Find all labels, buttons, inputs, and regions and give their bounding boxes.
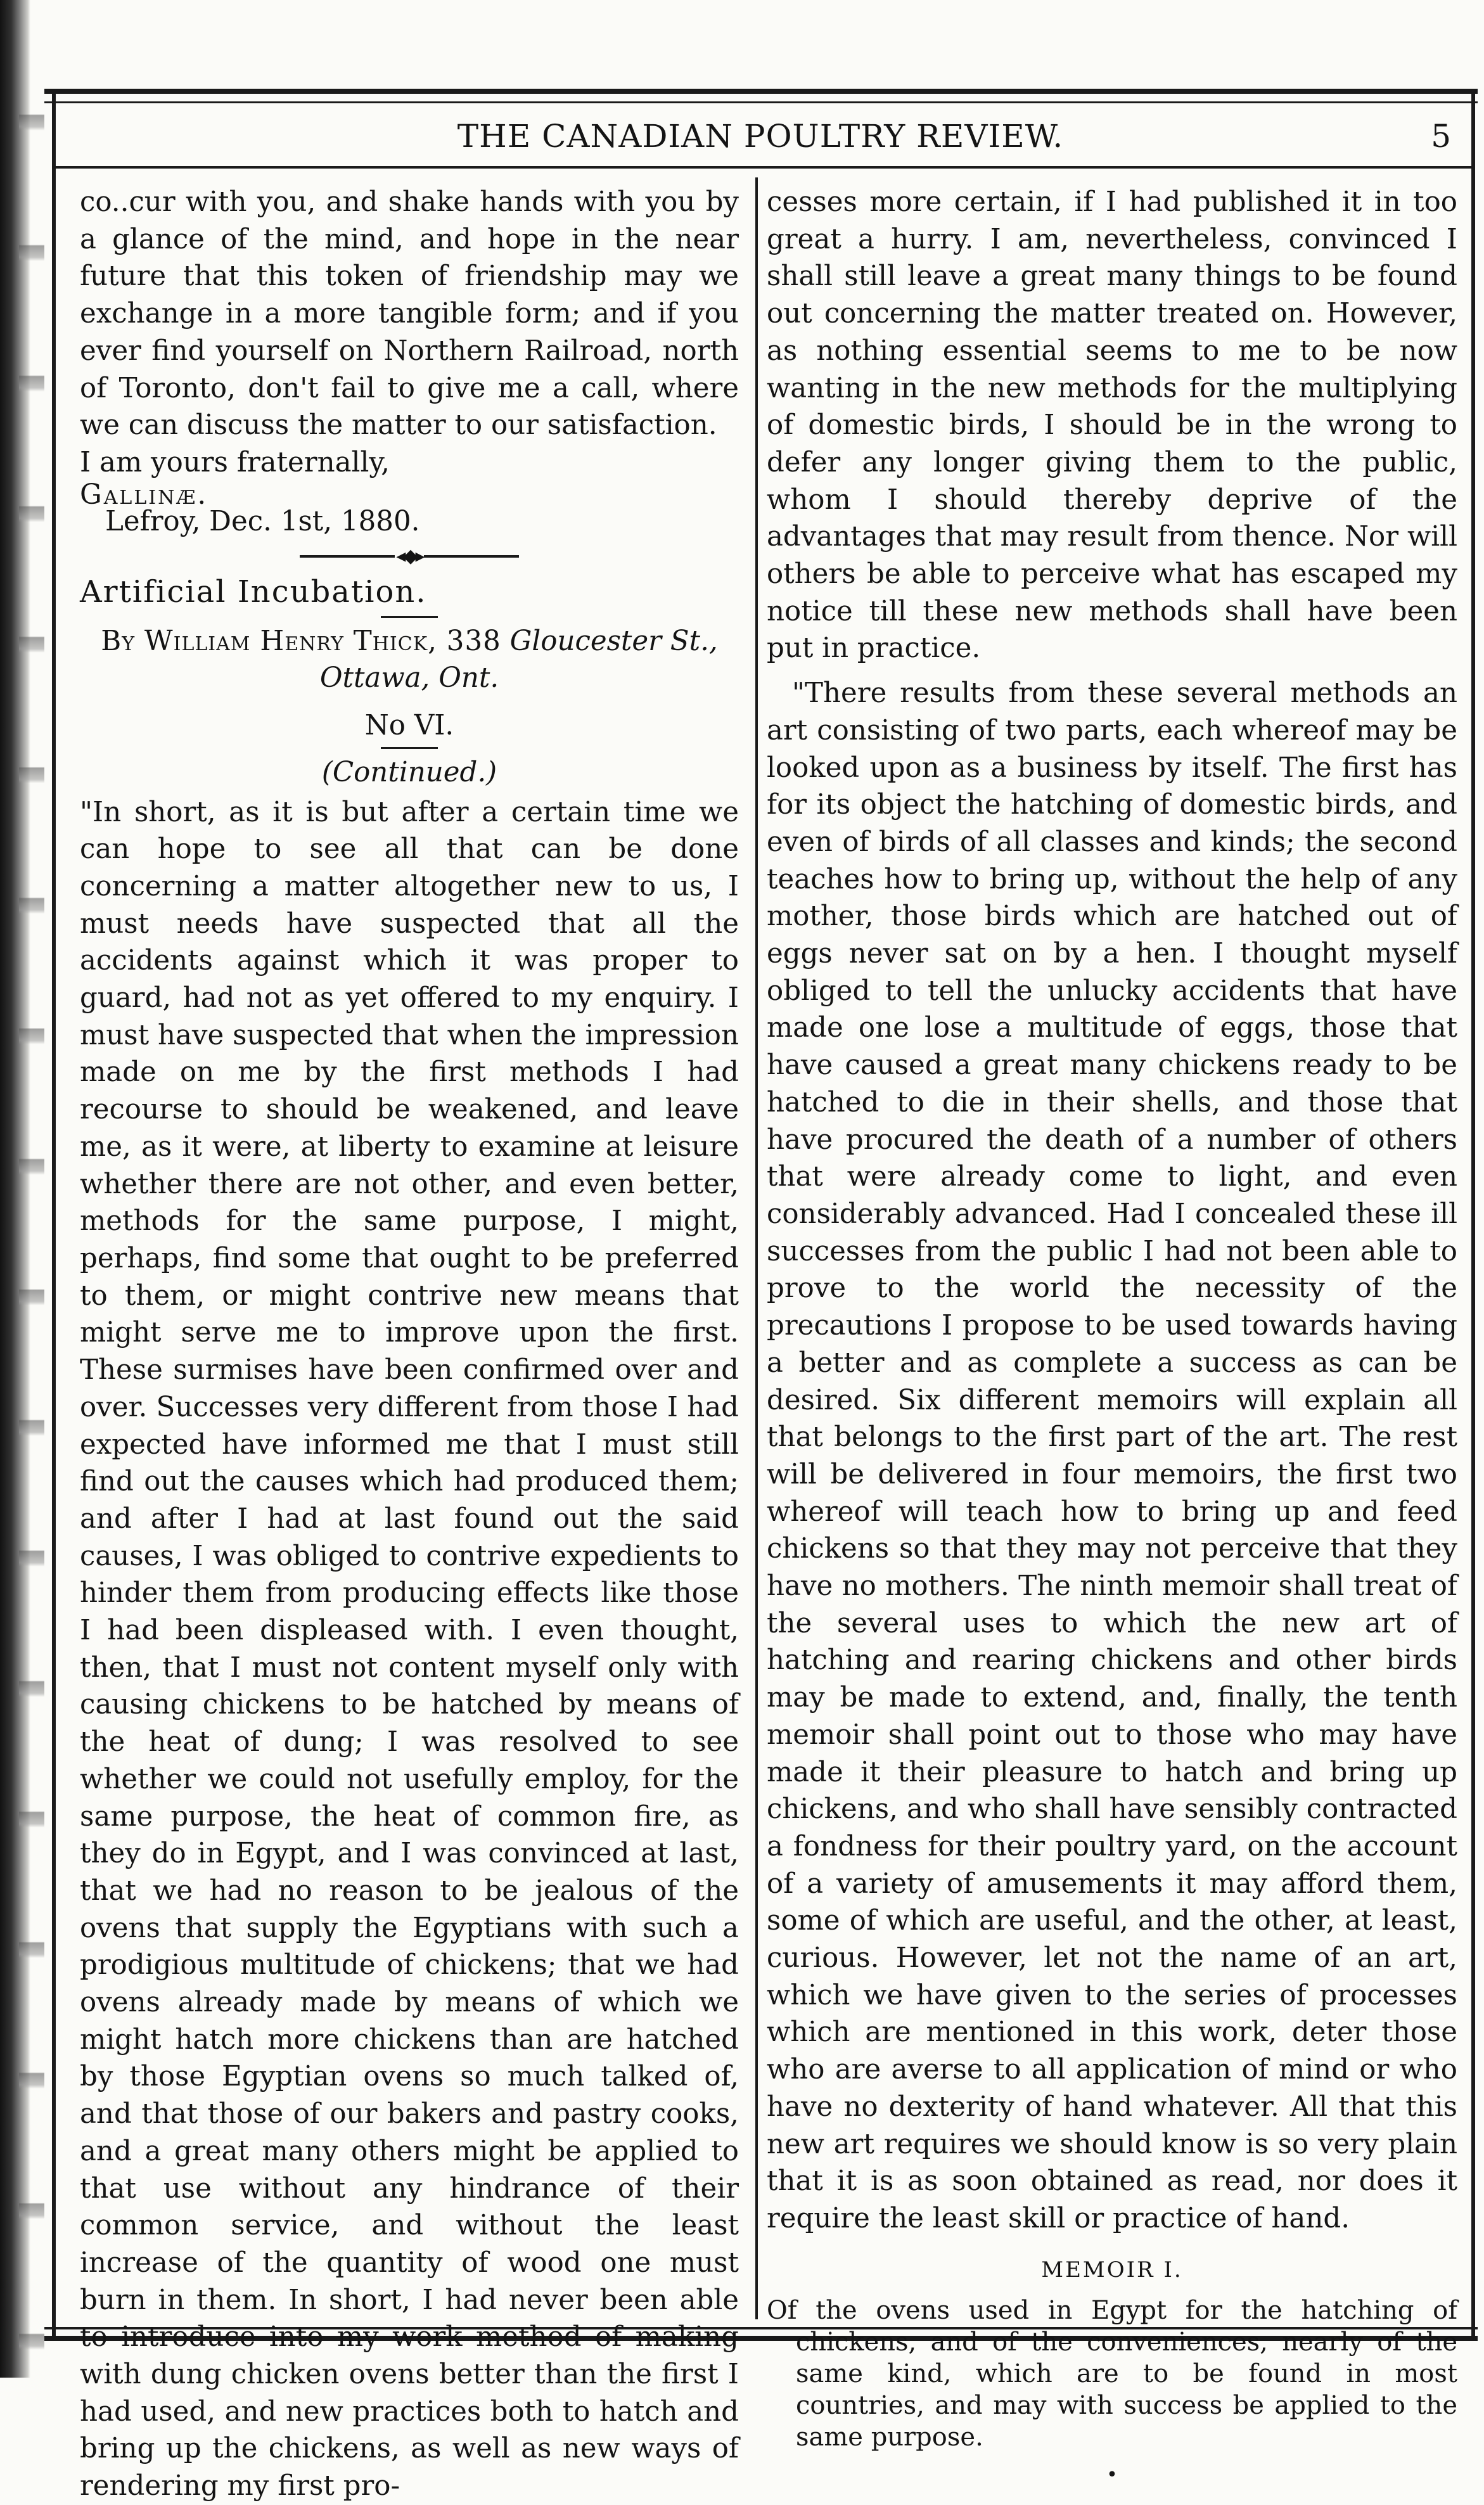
continued-note: (Continued.): [321, 756, 497, 788]
running-head: THE CANADIAN POULTRY REVIEW.: [457, 118, 1064, 155]
top-rule-thin: [44, 101, 1478, 103]
title-rule: [381, 616, 438, 618]
left-border-rule: [52, 89, 56, 2341]
letter-paragraph: co..cur with you, and shake hands with you by a glance of the mind, and hope in the near future that this token of friendship may we exchange in a more tangible form; and if you ever find yourself on Northern Railroad, north of Toronto, don't fail to give me a call, where we can discuss the matter to our satisfaction.: [80, 186, 739, 442]
article-byline: [80, 623, 739, 697]
memoir-subtitle: Of the ovens used in Egypt for the hatching of chickens, and of the conveniences, nearly of the same kind, which are to be found in most countries, and may with success be applied to the same purpose.: [767, 2296, 1457, 2452]
memoir-heading: MEMOIR I.: [1041, 2257, 1183, 2283]
right-column: [767, 184, 1457, 2494]
article-number: No VI.: [364, 710, 454, 742]
divider-line-right: [424, 555, 519, 558]
byline-author: By William Henry Thick, 338: [101, 625, 501, 657]
binding-shadow: [19, 0, 44, 2378]
number-rule: [381, 747, 438, 749]
column-divider: [755, 177, 758, 2319]
left-column: [80, 184, 739, 2505]
continued-paragraph: cesses more certain, if I had published it in too great a hurry. I am, nevertheless, convinced I shall still leave a great many things to be found out concerning the matter treated on. However, as nothing essential seems to me to be now wanting in the new methods for the multiplying of domestic birds, I should be in the wrong to defer any longer giving them to the public, whom I should thereby deprive of the advantages that may result from thence. Nor will others be able to perceive what has escaped my notice till these new methods shall have been put in practice.: [767, 186, 1457, 665]
end-mark: •: [1106, 2464, 1118, 2487]
article-title: Artificial Incubation.: [80, 574, 427, 610]
right-border-rule: [1471, 89, 1475, 2341]
header-rule: [56, 166, 1471, 169]
article-paragraph-2: "There results from these several methods an art consisting of two parts, each whereof may be looked upon as a business by itself. The first has for its object the hatching of domestic birds, and even of birds of all classes and kinds; the second teaches how to bring up, without the help of any mother, those birds which are hatched out of eggs never sat on by a hen. I thought myself obliged to tell the unlucky accidents that have made one lose a multitude of eggs, those that have caused a great many chickens ready to be hatched to die in their shells, and those that have procured the death of a number of others that were already come to light, and even considerably advanced. Had I concealed these ill successes from the public I had not been able to prove to the world the necessity of the precautions I propose to be used towards having a better and as complete a success as can be desired. Six different memoirs will explain all that belongs to the first part of the art. The rest will be delivered in four memoirs, the first two whereof will teach how to bring up and feed chickens so that they may not perceive that they have no mothers. The ninth memoir shall treat of the several uses to which the new art of hatching and rearing chickens and other birds may be made to extend, and, finally, the tenth memoir shall point out to those who may have made it their pleasure to hatch and bring up chickens, and who shall have sensibly contracted a fondness for their poultry yard, on the account of a variety of amusements it may afford them, some of which are useful, and the other, at least, curious. However, let not the name of an art, which we have given to the series of processes which are mentioned in this work, deter those who are averse to all application of mind or who have no dexterity of hand whatever. All that this new art requires we should know is so very plain that it is as soon obtained as read, nor does it require the least skill or practice of hand.: [767, 677, 1457, 2234]
byline-address: Gloucester St., Ottawa, Ont.: [319, 625, 718, 695]
letter-closing: I am yours fraternally,: [80, 446, 390, 478]
letter-dateline: Lefroy, Dec. 1st, 1880.: [105, 506, 420, 538]
letter-signature: Gallinæ.: [80, 478, 208, 511]
divider-line-left: [300, 555, 395, 558]
top-rule-thick: [44, 89, 1478, 94]
page-number: 5: [1431, 118, 1451, 155]
article-paragraph: "In short, as it is but after a certain time we can hope to see all that can be done concerning a matter altogether new to us, I must needs have suspected that all the accidents against which it was proper to guard, had not as yet offered to my enquiry. I must have suspected that when the impression made on me by the first methods I had recourse to should be weakened, and leave me, as it were, at liberty to examine at leisure whether there are not other, and even better, methods for the same purpose, I might, perhaps, find some that ought to be preferred to them, or might contrive new means that might serve me to improve upon the first. These surmises have been confirmed over and over. Successes very different from those I had expected have informed me that I must still find out the causes which had produced them; and after I had at last found out the said causes, I was obliged to contrive expedients to hinder them from producing effects like those I had been displeased with. I even thought, then, that I must not content myself only with causing chickens to be hatched by means of the heat of dung; I was resolved to see whether we could not usefully employ, for the same purpose, the heat of common fire, as they do in Egypt, and I was convinced at last, that we had no reason to be jealous of the ovens that supply the Egyptians with such a prodigious multitude of chickens; that we had ovens already made by means of which we might hatch more chickens than are hatched by those Egyptian ovens so much talked of, and that those of our bakers and pastry cooks, and a great many others might be applied to that use without any hindrance of their common service, and without the least increase of the quantity of wood one must burn in them. In short, I had never been able to introduce into my work method of making with dung chicken ovens better than the first I had used, and new practices both to hatch and bring up the chickens, as well as new ways of rendering my first pro-: [80, 796, 739, 2502]
ornamental-divider: [80, 541, 739, 572]
divider-ornament: ◂◆▸: [396, 544, 423, 567]
